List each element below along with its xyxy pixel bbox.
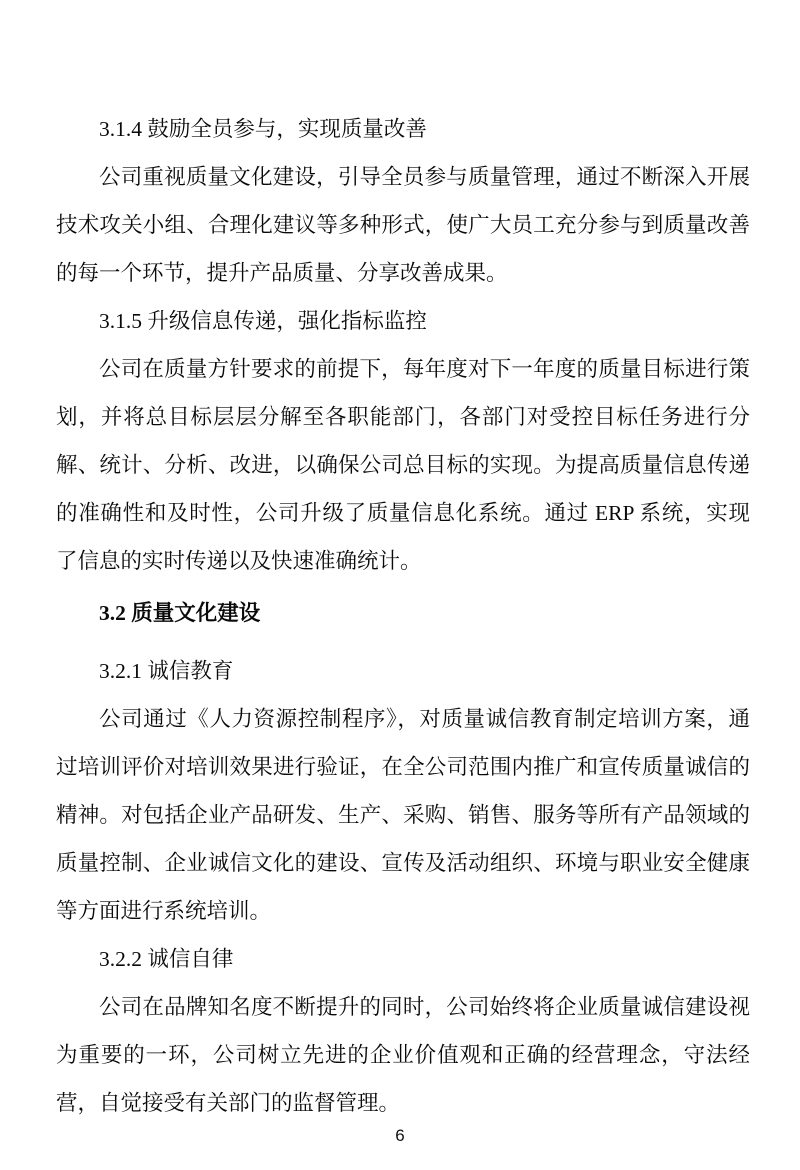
document-body <box>56 105 750 1127</box>
heading-3-1-4: 3.1.4 鼓励全员参与，实现质量改善 <box>99 117 427 141</box>
paragraph-3-2-1: 公司通过《人力资源控制程序》，对质量诚信教育制定培训方案，通过培训评价对培训效果进行验证，在全公司范围内推广和宣传质量诚信的精神。对包括企业产品研发、生产、采购、销售、服务等所有产品领域的质量控制、企业诚信文化的建设、宣传及活动组织、环境与职业安全健康等方面进行系统培训。 <box>56 707 750 923</box>
heading-3-2-1: 3.2.1 诚信教育 <box>99 659 234 683</box>
paragraph-3-1-4: 公司重视质量文化建设，引导全员参与质量管理，通过不断深入开展技术攻关小组、合理化建议等多种形式，使广大员工充分参与到质量改善的每一个环节，提升产品质量、分享改善成果。 <box>56 165 750 285</box>
page-number: 6 <box>395 1126 405 1145</box>
paragraph-3-1-5: 公司在质量方针要求的前提下，每年度对下一年度的质量目标进行策划，并将总目标层层分解至各职能部门，各部门对受控目标任务进行分解、统计、分析、改进，以确保公司总目标的实现。为提高质量信息传递的准确性和及时性，公司升级了质量信息化系统。通过 ERP 系统，实现了信息的实时传递以及快速准确统计。 <box>56 357 750 573</box>
heading-3-2-2: 3.2.2 诚信自律 <box>99 947 234 971</box>
heading-3-1-5: 3.1.5 升级信息传递，强化指标监控 <box>99 309 427 333</box>
heading-3-2: 3.2 质量文化建设 <box>99 601 261 625</box>
paragraph-3-2-2: 公司在品牌知名度不断提升的同时，公司始终将企业质量诚信建设视为重要的一环，公司树立先进的企业价值观和正确的经营理念，守法经营，自觉接受有关部门的监督管理。 <box>56 995 750 1115</box>
